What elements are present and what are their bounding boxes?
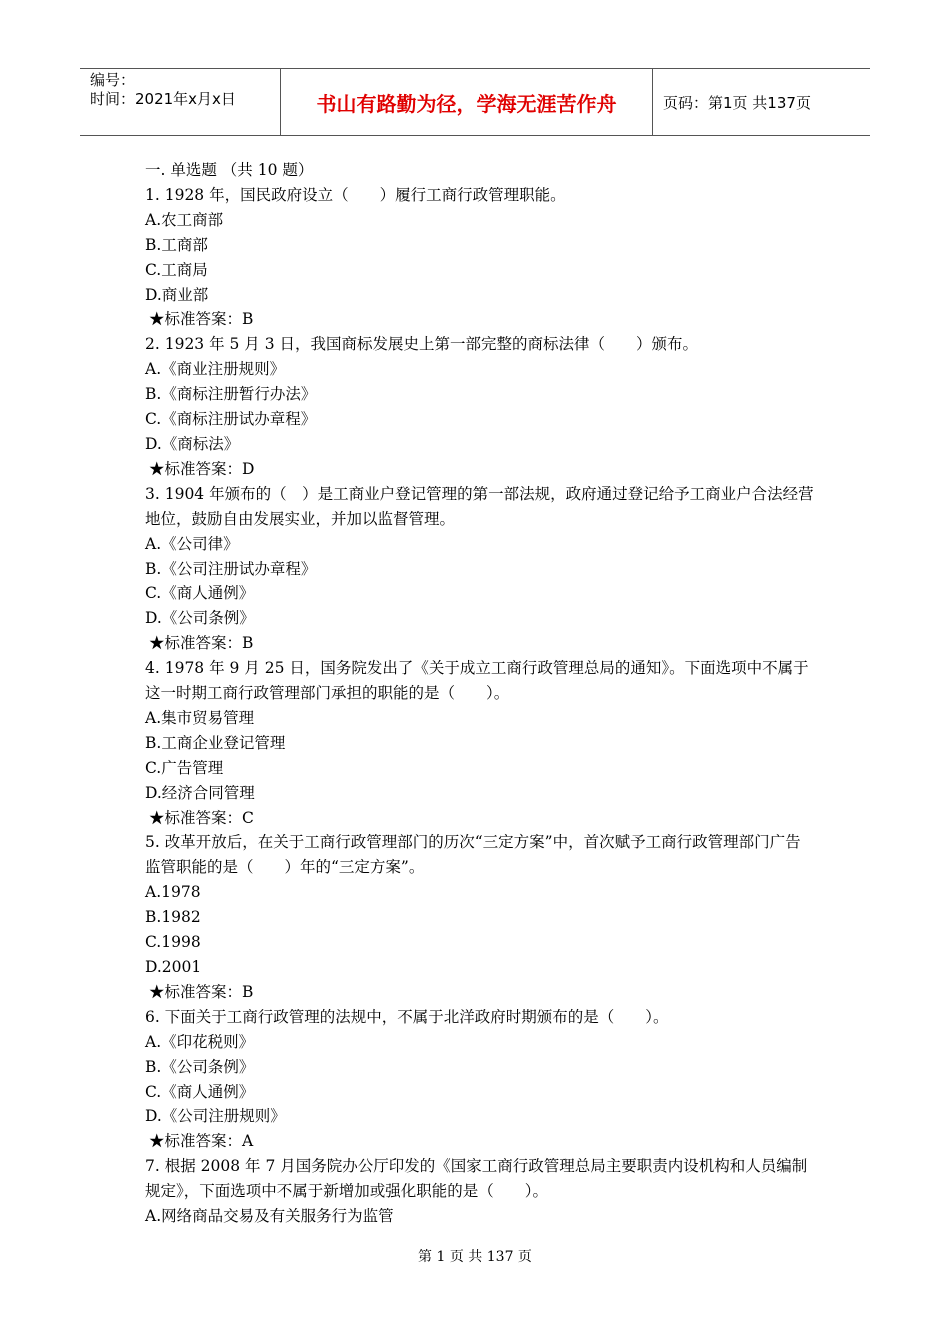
standard-answer: ★标准答案：B <box>149 310 254 329</box>
standard-answer: ★标准答案：B <box>149 982 254 1001</box>
option: C.《商标注册试办章程》 <box>145 410 317 429</box>
option: B.工商企业登记管理 <box>145 733 286 752</box>
option: B.1982 <box>145 908 201 927</box>
option: A.集市贸易管理 <box>145 708 255 727</box>
question-text: 7. 根据 2008 年 7 月国务院办公厅印发的《国家工商行政管理总局主要职责内设机构和人员编制规定》，下面选项中不属于新增加或强化职能的是（ ）。 <box>145 1157 808 1201</box>
option: C.《商人通例》 <box>145 1082 255 1101</box>
option: D.《公司条例》 <box>145 609 255 628</box>
standard-answer: ★标准答案：A <box>149 1132 254 1151</box>
option: C.《商人通例》 <box>145 584 255 603</box>
option: D.经济合同管理 <box>145 783 255 802</box>
question-list <box>145 158 815 1229</box>
header-meta <box>80 69 280 135</box>
option: A.网络商品交易及有关服务行为监管 <box>145 1207 394 1226</box>
option: C.工商局 <box>145 260 208 279</box>
option: D.《商标法》 <box>145 434 240 453</box>
header-motto: 书山有路勤为径，学海无涯苦作舟 <box>280 69 653 135</box>
question-text: 2. 1923 年 5 月 3 日，我国商标发展史上第一部完整的商标法律（ ）颁布。 <box>145 335 699 354</box>
question-text: 1. 1928 年，国民政府设立（ ）履行工商行政管理职能。 <box>145 185 566 204</box>
option: C.广告管理 <box>145 758 224 777</box>
option: B.《公司条例》 <box>145 1057 255 1076</box>
question-text: 4. 1978 年 9 月 25 日，国务院发出了《关于成立工商行政管理总局的通知》。下面选项中不属于这一时期工商行政管理部门承担的职能的是（ ）。 <box>145 659 809 703</box>
question-text: 3. 1904 年颁布的（ ）是工商业户登记管理的第一部法规，政府通过登记给予工商业户合法经营地位，鼓励自由发展实业，并加以监督管理。 <box>145 484 814 528</box>
option: B.工商部 <box>145 235 208 254</box>
option: A.《印花税则》 <box>145 1032 255 1051</box>
standard-answer: ★标准答案：C <box>149 808 254 827</box>
code-label: 编号： <box>90 71 136 89</box>
option: D.《公司注册规则》 <box>145 1107 286 1126</box>
option: A.农工商部 <box>145 210 224 229</box>
option: D.商业部 <box>145 285 209 304</box>
option: D.2001 <box>145 958 202 976</box>
option: B.《商标注册暂行办法》 <box>145 385 317 404</box>
option: B.《公司注册试办章程》 <box>145 559 317 578</box>
time-label: 时间：2021年x月x日 <box>90 90 236 108</box>
option: A.1978 <box>145 883 201 902</box>
option: A.《商业注册规则》 <box>145 360 286 379</box>
page-header <box>80 68 870 136</box>
option: C.1998 <box>145 933 201 952</box>
standard-answer: ★标准答案：B <box>149 634 254 653</box>
section-title: 一. 单选题 （共 10 题） <box>145 161 314 179</box>
page-footer: 第 1 页 共 137 页 <box>418 1249 532 1265</box>
question-text: 5. 改革开放后，在关于工商行政管理部门的历次“三定方案”中，首次赋予工商行政管理部门广告监管职能的是（ ）年的“三定方案”。 <box>145 833 801 877</box>
option: A.《公司律》 <box>145 534 239 553</box>
standard-answer: ★标准答案：D <box>149 459 255 478</box>
question-text: 6. 下面关于工商行政管理的法规中，不属于北洋政府时期颁布的是（ ）。 <box>145 1007 669 1026</box>
header-page-info: 页码：第1页 共137页 <box>663 93 811 112</box>
